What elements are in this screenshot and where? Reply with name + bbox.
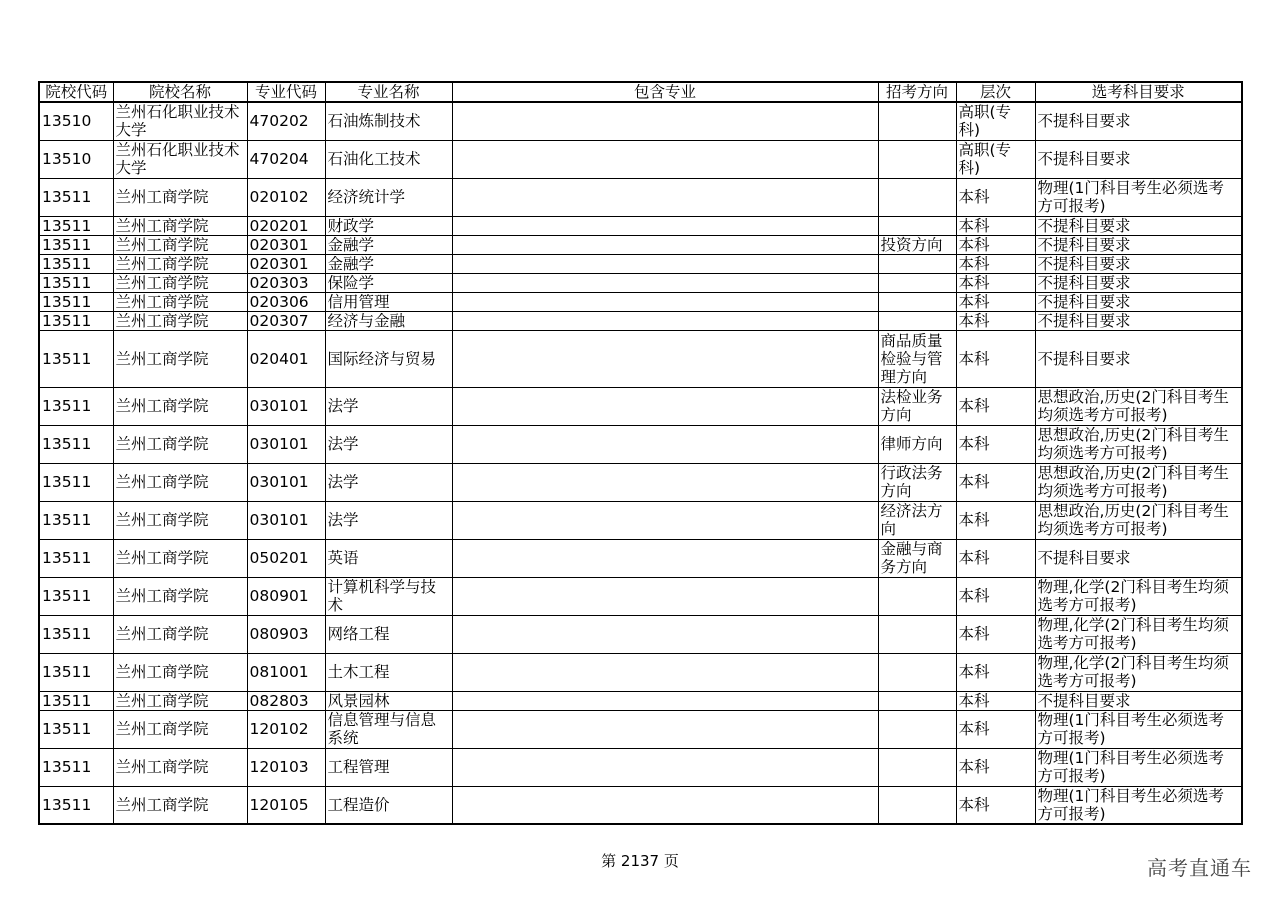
cell-included-majors [452,330,878,387]
header-major-code: 专业代码 [247,82,325,102]
cell-major-name: 工程造价 [325,786,452,824]
cell-school-code: 13511 [39,786,113,824]
cell-level: 本科 [956,786,1035,824]
cell-included-majors [452,501,878,539]
cell-included-majors [452,387,878,425]
cell-included-majors [452,311,878,330]
cell-included-majors [452,615,878,653]
cell-direction [878,216,956,235]
table-row [39,615,1242,653]
cell-level: 本科 [956,330,1035,387]
cell-subject-requirement: 思想政治,历史(2门科目考生均须选考方可报考) [1035,425,1242,463]
cell-major-name: 法学 [325,463,452,501]
cell-included-majors [452,235,878,254]
cell-included-majors [452,178,878,216]
table-row [39,748,1242,786]
cell-school-name: 兰州工商学院 [113,653,247,691]
table-row [39,387,1242,425]
cell-school-code: 13511 [39,292,113,311]
cell-major-name: 土木工程 [325,653,452,691]
cell-major-name: 国际经济与贸易 [325,330,452,387]
cell-direction [878,273,956,292]
cell-major-name: 英语 [325,539,452,577]
cell-major-name: 网络工程 [325,615,452,653]
cell-major-name: 信用管理 [325,292,452,311]
cell-school-name: 兰州工商学院 [113,425,247,463]
cell-level: 本科 [956,615,1035,653]
cell-subject-requirement: 思想政治,历史(2门科目考生均须选考方可报考) [1035,501,1242,539]
cell-school-name: 兰州工商学院 [113,577,247,615]
table-row [39,235,1242,254]
table-row [39,178,1242,216]
cell-subject-requirement: 物理,化学(2门科目考生均须选考方可报考) [1035,615,1242,653]
cell-school-code: 13511 [39,178,113,216]
cell-direction [878,748,956,786]
table-row [39,539,1242,577]
cell-subject-requirement: 物理(1门科目考生必须选考方可报考) [1035,710,1242,748]
cell-subject-requirement: 不提科目要求 [1035,273,1242,292]
cell-level: 高职(专科) [956,140,1035,178]
cell-school-name: 兰州工商学院 [113,235,247,254]
watermark: 高考直通车 [1147,856,1252,880]
cell-school-code: 13511 [39,425,113,463]
admissions-table [38,81,1243,825]
cell-school-name: 兰州工商学院 [113,463,247,501]
cell-school-code: 13511 [39,254,113,273]
cell-level: 本科 [956,501,1035,539]
cell-school-code: 13511 [39,273,113,292]
cell-level: 本科 [956,653,1035,691]
cell-direction [878,577,956,615]
cell-level: 本科 [956,311,1035,330]
header-school-name: 院校名称 [113,82,247,102]
cell-school-name: 兰州工商学院 [113,254,247,273]
cell-direction [878,653,956,691]
cell-school-code: 13511 [39,653,113,691]
cell-subject-requirement: 不提科目要求 [1035,235,1242,254]
cell-subject-requirement: 物理(1门科目考生必须选考方可报考) [1035,786,1242,824]
cell-major-name: 工程管理 [325,748,452,786]
cell-school-code: 13511 [39,216,113,235]
table-row [39,577,1242,615]
cell-level: 本科 [956,425,1035,463]
table-row [39,691,1242,710]
cell-school-code: 13511 [39,691,113,710]
cell-direction: 投资方向 [878,235,956,254]
cell-included-majors [452,273,878,292]
cell-major-code: 020201 [247,216,325,235]
cell-major-code: 020102 [247,178,325,216]
cell-school-code: 13511 [39,539,113,577]
table-row [39,311,1242,330]
cell-school-code: 13511 [39,330,113,387]
cell-school-name: 兰州工商学院 [113,691,247,710]
cell-school-name: 兰州石化职业技术大学 [113,102,247,140]
cell-major-code: 020306 [247,292,325,311]
cell-included-majors [452,292,878,311]
cell-major-name: 经济统计学 [325,178,452,216]
table-row [39,653,1242,691]
cell-level: 高职(专科) [956,102,1035,140]
cell-school-name: 兰州工商学院 [113,710,247,748]
table-header-row [39,82,1242,102]
header-major-name: 专业名称 [325,82,452,102]
cell-major-name: 金融学 [325,254,452,273]
cell-major-code: 020401 [247,330,325,387]
cell-subject-requirement: 不提科目要求 [1035,330,1242,387]
cell-direction: 律师方向 [878,425,956,463]
cell-major-name: 法学 [325,501,452,539]
cell-subject-requirement: 物理(1门科目考生必须选考方可报考) [1035,748,1242,786]
cell-major-name: 法学 [325,425,452,463]
cell-direction [878,140,956,178]
cell-subject-requirement: 物理,化学(2门科目考生均须选考方可报考) [1035,577,1242,615]
cell-school-name: 兰州工商学院 [113,786,247,824]
table-body [39,102,1242,824]
cell-major-code: 020303 [247,273,325,292]
cell-included-majors [452,748,878,786]
cell-included-majors [452,216,878,235]
cell-direction [878,292,956,311]
cell-subject-requirement: 物理,化学(2门科目考生均须选考方可报考) [1035,653,1242,691]
cell-major-name: 信息管理与信息系统 [325,710,452,748]
cell-major-code: 030101 [247,501,325,539]
cell-major-name: 法学 [325,387,452,425]
cell-major-name: 计算机科学与技术 [325,577,452,615]
cell-level: 本科 [956,387,1035,425]
cell-school-name: 兰州工商学院 [113,330,247,387]
cell-major-code: 030101 [247,463,325,501]
cell-direction: 行政法务方向 [878,463,956,501]
cell-major-code: 081001 [247,653,325,691]
cell-level: 本科 [956,254,1035,273]
cell-school-code: 13510 [39,140,113,178]
cell-level: 本科 [956,748,1035,786]
cell-major-name: 经济与金融 [325,311,452,330]
cell-included-majors [452,653,878,691]
cell-included-majors [452,463,878,501]
table-row [39,710,1242,748]
cell-school-code: 13511 [39,748,113,786]
cell-included-majors [452,254,878,273]
cell-school-code: 13511 [39,501,113,539]
cell-direction [878,710,956,748]
table-row [39,102,1242,140]
cell-major-code: 080903 [247,615,325,653]
cell-school-name: 兰州工商学院 [113,501,247,539]
cell-subject-requirement: 物理(1门科目考生必须选考方可报考) [1035,178,1242,216]
cell-major-name: 财政学 [325,216,452,235]
cell-direction: 商品质量检验与管理方向 [878,330,956,387]
cell-major-code: 470204 [247,140,325,178]
cell-subject-requirement: 不提科目要求 [1035,292,1242,311]
cell-direction: 金融与商务方向 [878,539,956,577]
table-row [39,140,1242,178]
table-row [39,254,1242,273]
cell-school-name: 兰州工商学院 [113,178,247,216]
cell-level: 本科 [956,235,1035,254]
table-row [39,786,1242,824]
cell-subject-requirement: 思想政治,历史(2门科目考生均须选考方可报考) [1035,463,1242,501]
cell-included-majors [452,710,878,748]
cell-included-majors [452,691,878,710]
cell-direction [878,691,956,710]
table-row [39,216,1242,235]
header-level: 层次 [956,82,1035,102]
cell-major-code: 080901 [247,577,325,615]
table-row [39,501,1242,539]
cell-major-code: 030101 [247,387,325,425]
cell-level: 本科 [956,273,1035,292]
cell-subject-requirement: 思想政治,历史(2门科目考生均须选考方可报考) [1035,387,1242,425]
cell-school-name: 兰州工商学院 [113,273,247,292]
cell-school-name: 兰州石化职业技术大学 [113,140,247,178]
cell-level: 本科 [956,691,1035,710]
cell-subject-requirement: 不提科目要求 [1035,102,1242,140]
cell-major-name: 石油炼制技术 [325,102,452,140]
cell-direction [878,102,956,140]
cell-direction: 法检业务方向 [878,387,956,425]
cell-direction [878,786,956,824]
cell-direction [878,311,956,330]
header-subject-requirement: 选考科目要求 [1035,82,1242,102]
cell-school-name: 兰州工商学院 [113,748,247,786]
cell-major-name: 石油化工技术 [325,140,452,178]
cell-level: 本科 [956,463,1035,501]
cell-included-majors [452,140,878,178]
cell-major-name: 风景园林 [325,691,452,710]
cell-school-code: 13511 [39,577,113,615]
cell-school-code: 13511 [39,311,113,330]
cell-school-name: 兰州工商学院 [113,311,247,330]
table-row [39,425,1242,463]
header-included-majors: 包含专业 [452,82,878,102]
cell-direction [878,254,956,273]
cell-included-majors [452,786,878,824]
cell-school-name: 兰州工商学院 [113,216,247,235]
cell-major-code: 020307 [247,311,325,330]
cell-major-code: 020301 [247,254,325,273]
cell-school-name: 兰州工商学院 [113,539,247,577]
cell-subject-requirement: 不提科目要求 [1035,140,1242,178]
cell-school-code: 13511 [39,387,113,425]
cell-major-code: 470202 [247,102,325,140]
cell-major-code: 082803 [247,691,325,710]
page-number: 第 2137 页 [601,852,679,870]
cell-subject-requirement: 不提科目要求 [1035,691,1242,710]
cell-school-name: 兰州工商学院 [113,292,247,311]
cell-level: 本科 [956,216,1035,235]
cell-subject-requirement: 不提科目要求 [1035,539,1242,577]
cell-school-code: 13511 [39,615,113,653]
cell-school-code: 13511 [39,463,113,501]
cell-school-name: 兰州工商学院 [113,615,247,653]
cell-level: 本科 [956,292,1035,311]
cell-major-code: 120105 [247,786,325,824]
cell-school-code: 13511 [39,235,113,254]
cell-school-name: 兰州工商学院 [113,387,247,425]
cell-direction [878,178,956,216]
cell-level: 本科 [956,577,1035,615]
cell-major-code: 120103 [247,748,325,786]
cell-included-majors [452,539,878,577]
cell-level: 本科 [956,539,1035,577]
cell-level: 本科 [956,178,1035,216]
cell-subject-requirement: 不提科目要求 [1035,254,1242,273]
cell-direction: 经济法方向 [878,501,956,539]
cell-level: 本科 [956,710,1035,748]
cell-major-code: 030101 [247,425,325,463]
cell-major-code: 050201 [247,539,325,577]
cell-included-majors [452,102,878,140]
cell-major-name: 金融学 [325,235,452,254]
cell-school-code: 13510 [39,102,113,140]
cell-included-majors [452,425,878,463]
header-direction: 招考方向 [878,82,956,102]
cell-subject-requirement: 不提科目要求 [1035,311,1242,330]
cell-direction [878,615,956,653]
header-school-code: 院校代码 [39,82,113,102]
cell-major-name: 保险学 [325,273,452,292]
table-row [39,463,1242,501]
cell-school-code: 13511 [39,710,113,748]
cell-major-code: 120102 [247,710,325,748]
cell-subject-requirement: 不提科目要求 [1035,216,1242,235]
table-row [39,292,1242,311]
cell-major-code: 020301 [247,235,325,254]
table-row [39,273,1242,292]
cell-included-majors [452,577,878,615]
table-row [39,330,1242,387]
